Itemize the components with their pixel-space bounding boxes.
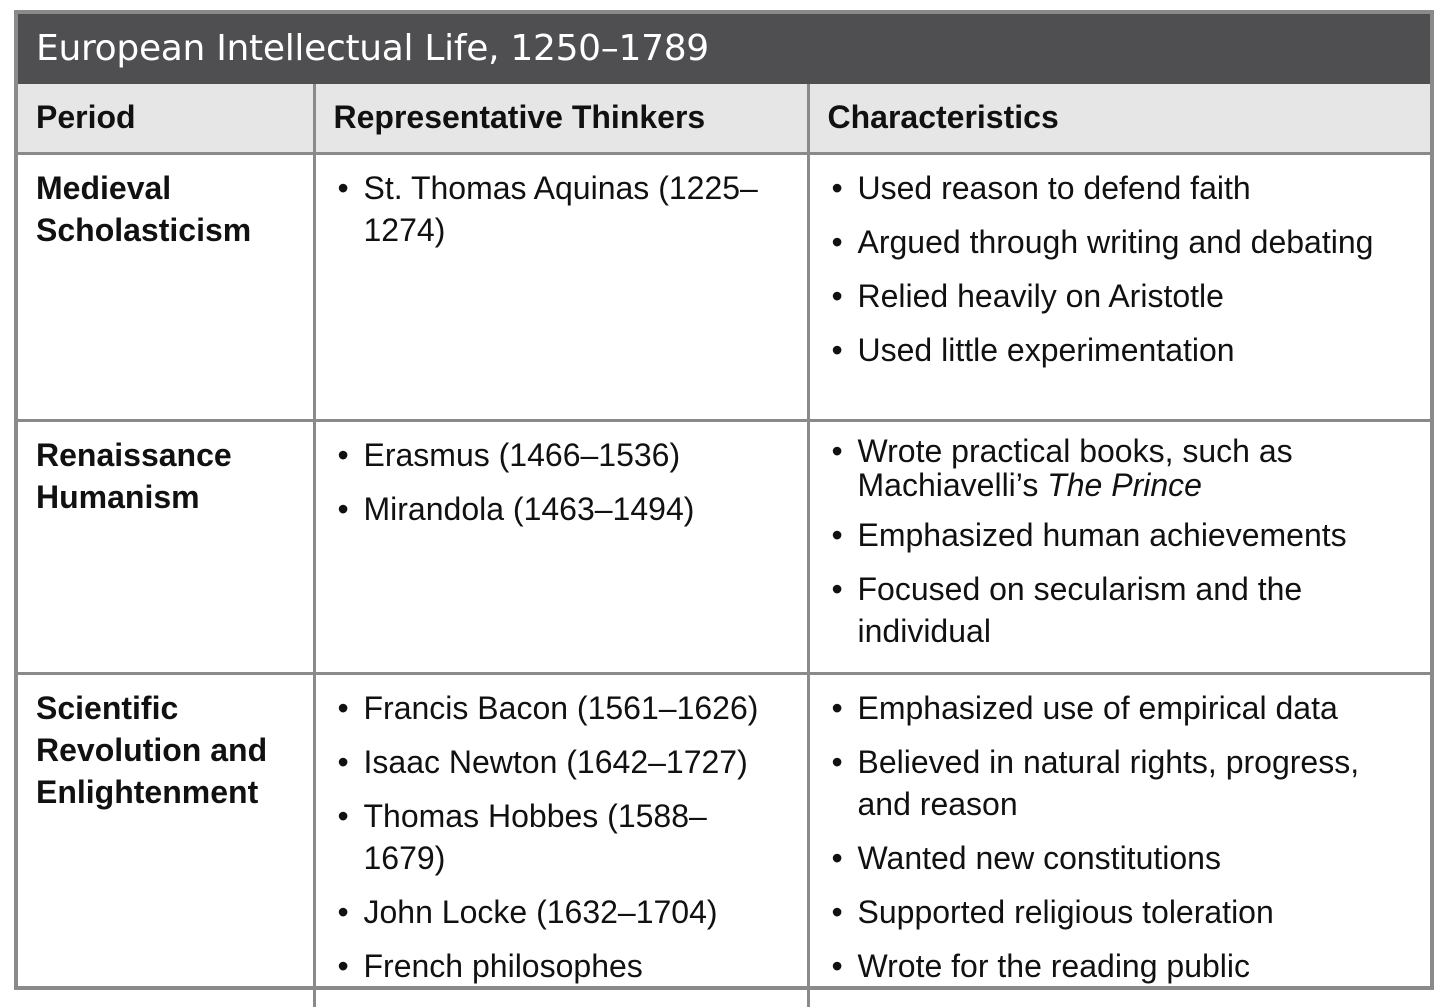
thinkers-cell xyxy=(314,420,808,673)
characteristic-item: • Used reason to defend faith xyxy=(828,167,1413,209)
table-row xyxy=(18,153,1430,420)
characteristics-cell xyxy=(808,420,1430,673)
thinker-item: • Thomas Hobbes (1588–1679) xyxy=(334,795,789,879)
characteristic-item: • Emphasized use of empirical data xyxy=(828,687,1413,729)
table-row xyxy=(18,673,1430,1007)
characteristics-cell xyxy=(808,153,1430,420)
thinker-item: • Erasmus (1466–1536) xyxy=(334,434,789,476)
characteristic-text: Wrote practical books, such as Machiavelli’s xyxy=(857,432,1293,503)
characteristic-item: • Focused on secularism and the individual xyxy=(828,568,1413,652)
period-cell: Scientific Revolution and Enlightenment xyxy=(18,673,314,1007)
characteristic-item: • Believed in natural rights, progress, and reason xyxy=(828,741,1413,825)
thinker-item: • John Locke (1632–1704) xyxy=(334,891,789,933)
period-cell: Medieval Scholasticism xyxy=(18,153,314,420)
intellectual-life-table xyxy=(18,84,1430,1007)
table-row xyxy=(18,420,1430,673)
book-title: The Prince xyxy=(1047,466,1202,503)
characteristic-item: • Relied heavily on Aristotle xyxy=(828,275,1413,317)
header-thinkers: Representative Thinkers xyxy=(314,84,808,153)
characteristic-item: • Wanted new constitutions xyxy=(828,837,1413,879)
thinker-item: • Mirandola (1463–1494) xyxy=(334,488,789,530)
characteristic-item: • Used little experimentation xyxy=(828,329,1413,371)
thinker-item: • Francis Bacon (1561–1626) xyxy=(334,687,789,729)
thinker-item: • Isaac Newton (1642–1727) xyxy=(334,741,789,783)
header-characteristics: Characteristics xyxy=(808,84,1430,153)
characteristic-item: • Argued through writing and debating xyxy=(828,221,1413,263)
characteristic-item xyxy=(828,434,1413,502)
header-period: Period xyxy=(18,84,314,153)
characteristics-cell xyxy=(808,673,1430,1007)
thinker-item: • St. Thomas Aquinas (1225–1274) xyxy=(334,167,789,251)
header-row xyxy=(18,84,1430,153)
thinkers-cell xyxy=(314,673,808,1007)
characteristic-item: • Wrote for the reading public xyxy=(828,945,1413,987)
characteristic-item: • Emphasized human achievements xyxy=(828,514,1413,556)
period-cell: Renaissance Humanism xyxy=(18,420,314,673)
table-frame xyxy=(14,10,1434,990)
thinkers-cell xyxy=(314,153,808,420)
characteristic-item: • Supported religious toleration xyxy=(828,891,1413,933)
table-title: European Intellectual Life, 1250–1789 xyxy=(18,14,1430,84)
thinker-item: • French philosophes xyxy=(334,945,789,987)
